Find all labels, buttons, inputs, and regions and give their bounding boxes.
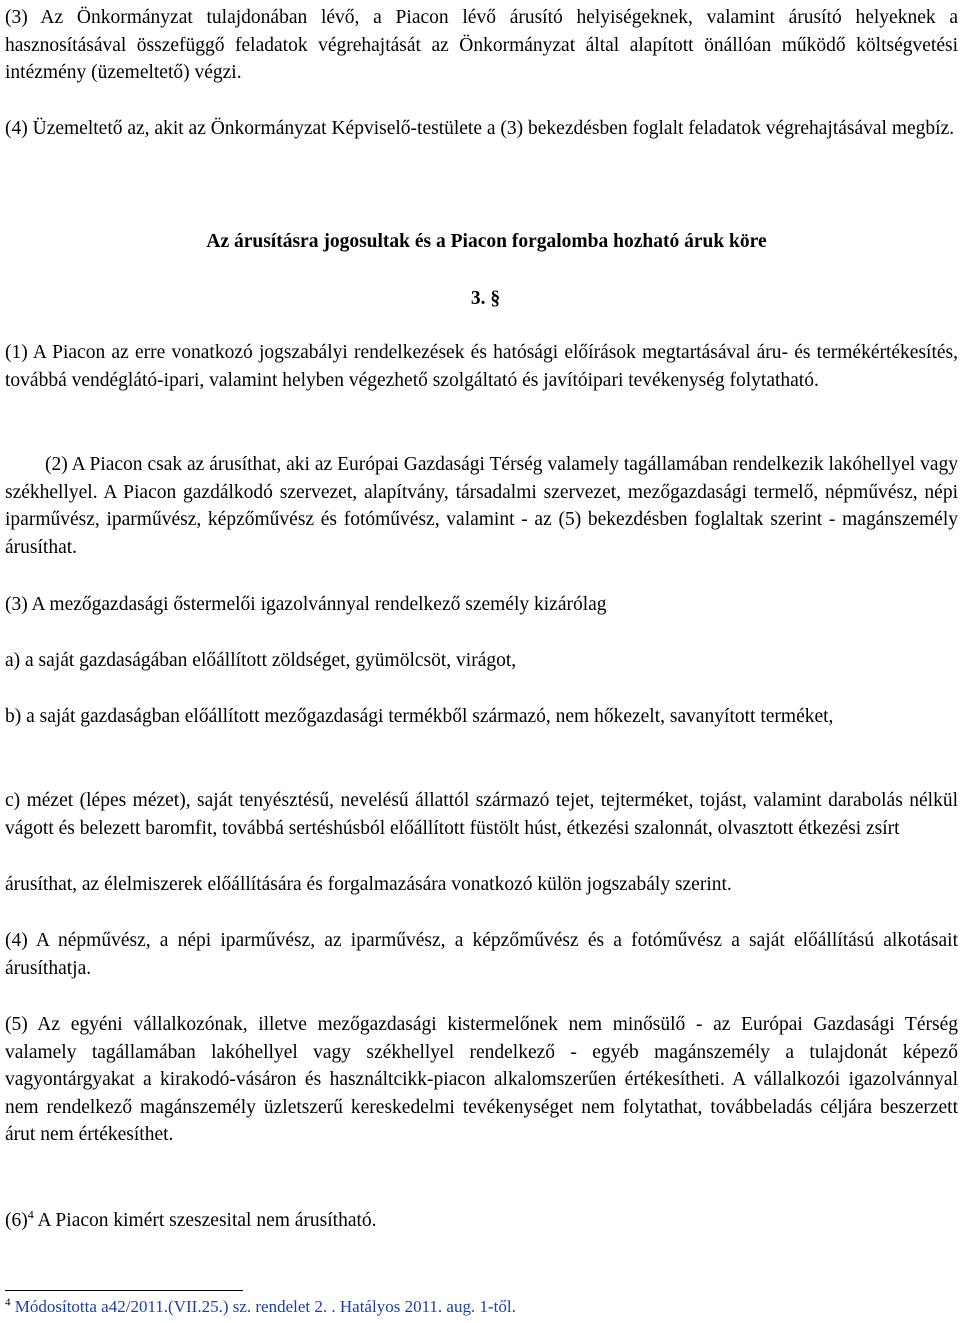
- footnote-reference[interactable]: 4: [27, 1207, 34, 1222]
- paragraph-6: [5, 1207, 958, 1235]
- footnote-link[interactable]: Módosította a42/2011.(VII.25.) sz. rendelet 2. . Hatályos 2011. aug. 1-től.: [10, 1297, 516, 1316]
- paragraph-6-text: A Piacon kimért szeszesital nem árusítható.: [33, 1210, 377, 1231]
- intro-paragraph-3: (3) Az Önkormányzat tulajdonában lévő, a Piacon lévő árusító helyiségeknek, valamint árusító helyeknek a hasznosításával összefüggő feladatok végrehajtását az Önkormányzat által alapított önállóan működő költségvetési intézmény (üzemeltető) végzi.: [5, 7, 958, 84]
- paragraph-1: (1) A Piacon az erre vonatkozó jogszabályi rendelkezések és hatósági előírások megtartásával áru- és termékértékesítés, továbbá vendéglátó-ipari, valamint helyben végezhető szolgáltató és javítóipari tevékenység folytatható.: [5, 342, 958, 391]
- paragraph-5: (5) Az egyéni vállalkozónak, illetve mezőgazdasági kistermelőnek nem minősülő - az Európai Gazdasági Térség valamely tagállamában lakóhellyel vagy székhellyel rendelkező - egyéb magánszemély a tulajdonát képező vagyontárgyakat a kirakodó-vásáron és használtcikk-piacon alkalomszerűen értékesítheti. A vállalkozói igazolvánnyal nem rendelkező magánszemély üzletszerű kereskedelmi tevékenységet nem folytathat, továbbeladás céljára beszerzett árut nem értékesíthet.: [5, 1014, 958, 1146]
- intro-paragraph-4: (4) Üzemeltető az, akit az Önkormányzat Képviselő-testülete a (3) bekezdésben foglalt feladatok végrehajtásával megbíz.: [5, 118, 955, 139]
- section-number: 3. §: [470, 288, 501, 309]
- paragraph-3-closing: árusíthat, az élelmiszerek előállítására és forgalmazására vonatkozó külön jogszabály szerint.: [5, 874, 732, 895]
- section-heading: Az árusításra jogosultak és a Piacon forgalomba hozható áruk köre: [206, 231, 767, 252]
- paragraph-6-prefix: (6): [5, 1210, 28, 1231]
- footnote-divider: [5, 1290, 243, 1291]
- item-c: c) mézet (lépes mézet), saját tenyésztésű, nevelésű állattól származó tejet, tejterméket, tojást, valamint darabolás nélkül vágott és belezett baromfit, továbbá sertéshúsból előállított füstölt húst, étkezési szalonnát, olvasztott étkezési zsírt: [5, 790, 958, 839]
- footnote-number: 4: [5, 1296, 11, 1309]
- paragraph-3: (3) A mezőgazdasági őstermelői igazolvánnyal rendelkező személy kizárólag: [5, 594, 607, 615]
- footnote: [5, 1295, 516, 1319]
- paragraph-2: [5, 451, 958, 561]
- item-a: a) a saját gazdaságában előállított zöldséget, gyümölcsöt, virágot,: [5, 650, 517, 671]
- item-b: b) a saját gazdaságban előállított mezőgazdasági termékből származó, nem hőkezelt, savanyított terméket,: [5, 706, 834, 727]
- paragraph-4: (4) A népművész, a népi iparművész, az iparművész, a képzőművész és a fotóművész a saját előállítású alkotásait árusíthatja.: [5, 930, 958, 979]
- paragraph-2-text: (2) A Piacon csak az árusíthat, aki az Európai Gazdasági Térség valamely tagállamában rendelkezik lakóhellyel vagy székhellyel. A Piacon gazdálkodó szervezet, alapítvány, társadalmi szervezet, mezőgazdasági termelő, népművész, népi iparművész, iparművész, képzőművész és fotóművész, valamint - az (5) bekezdésben foglaltak szerint - magánszemély árusíthat.: [5, 454, 958, 558]
